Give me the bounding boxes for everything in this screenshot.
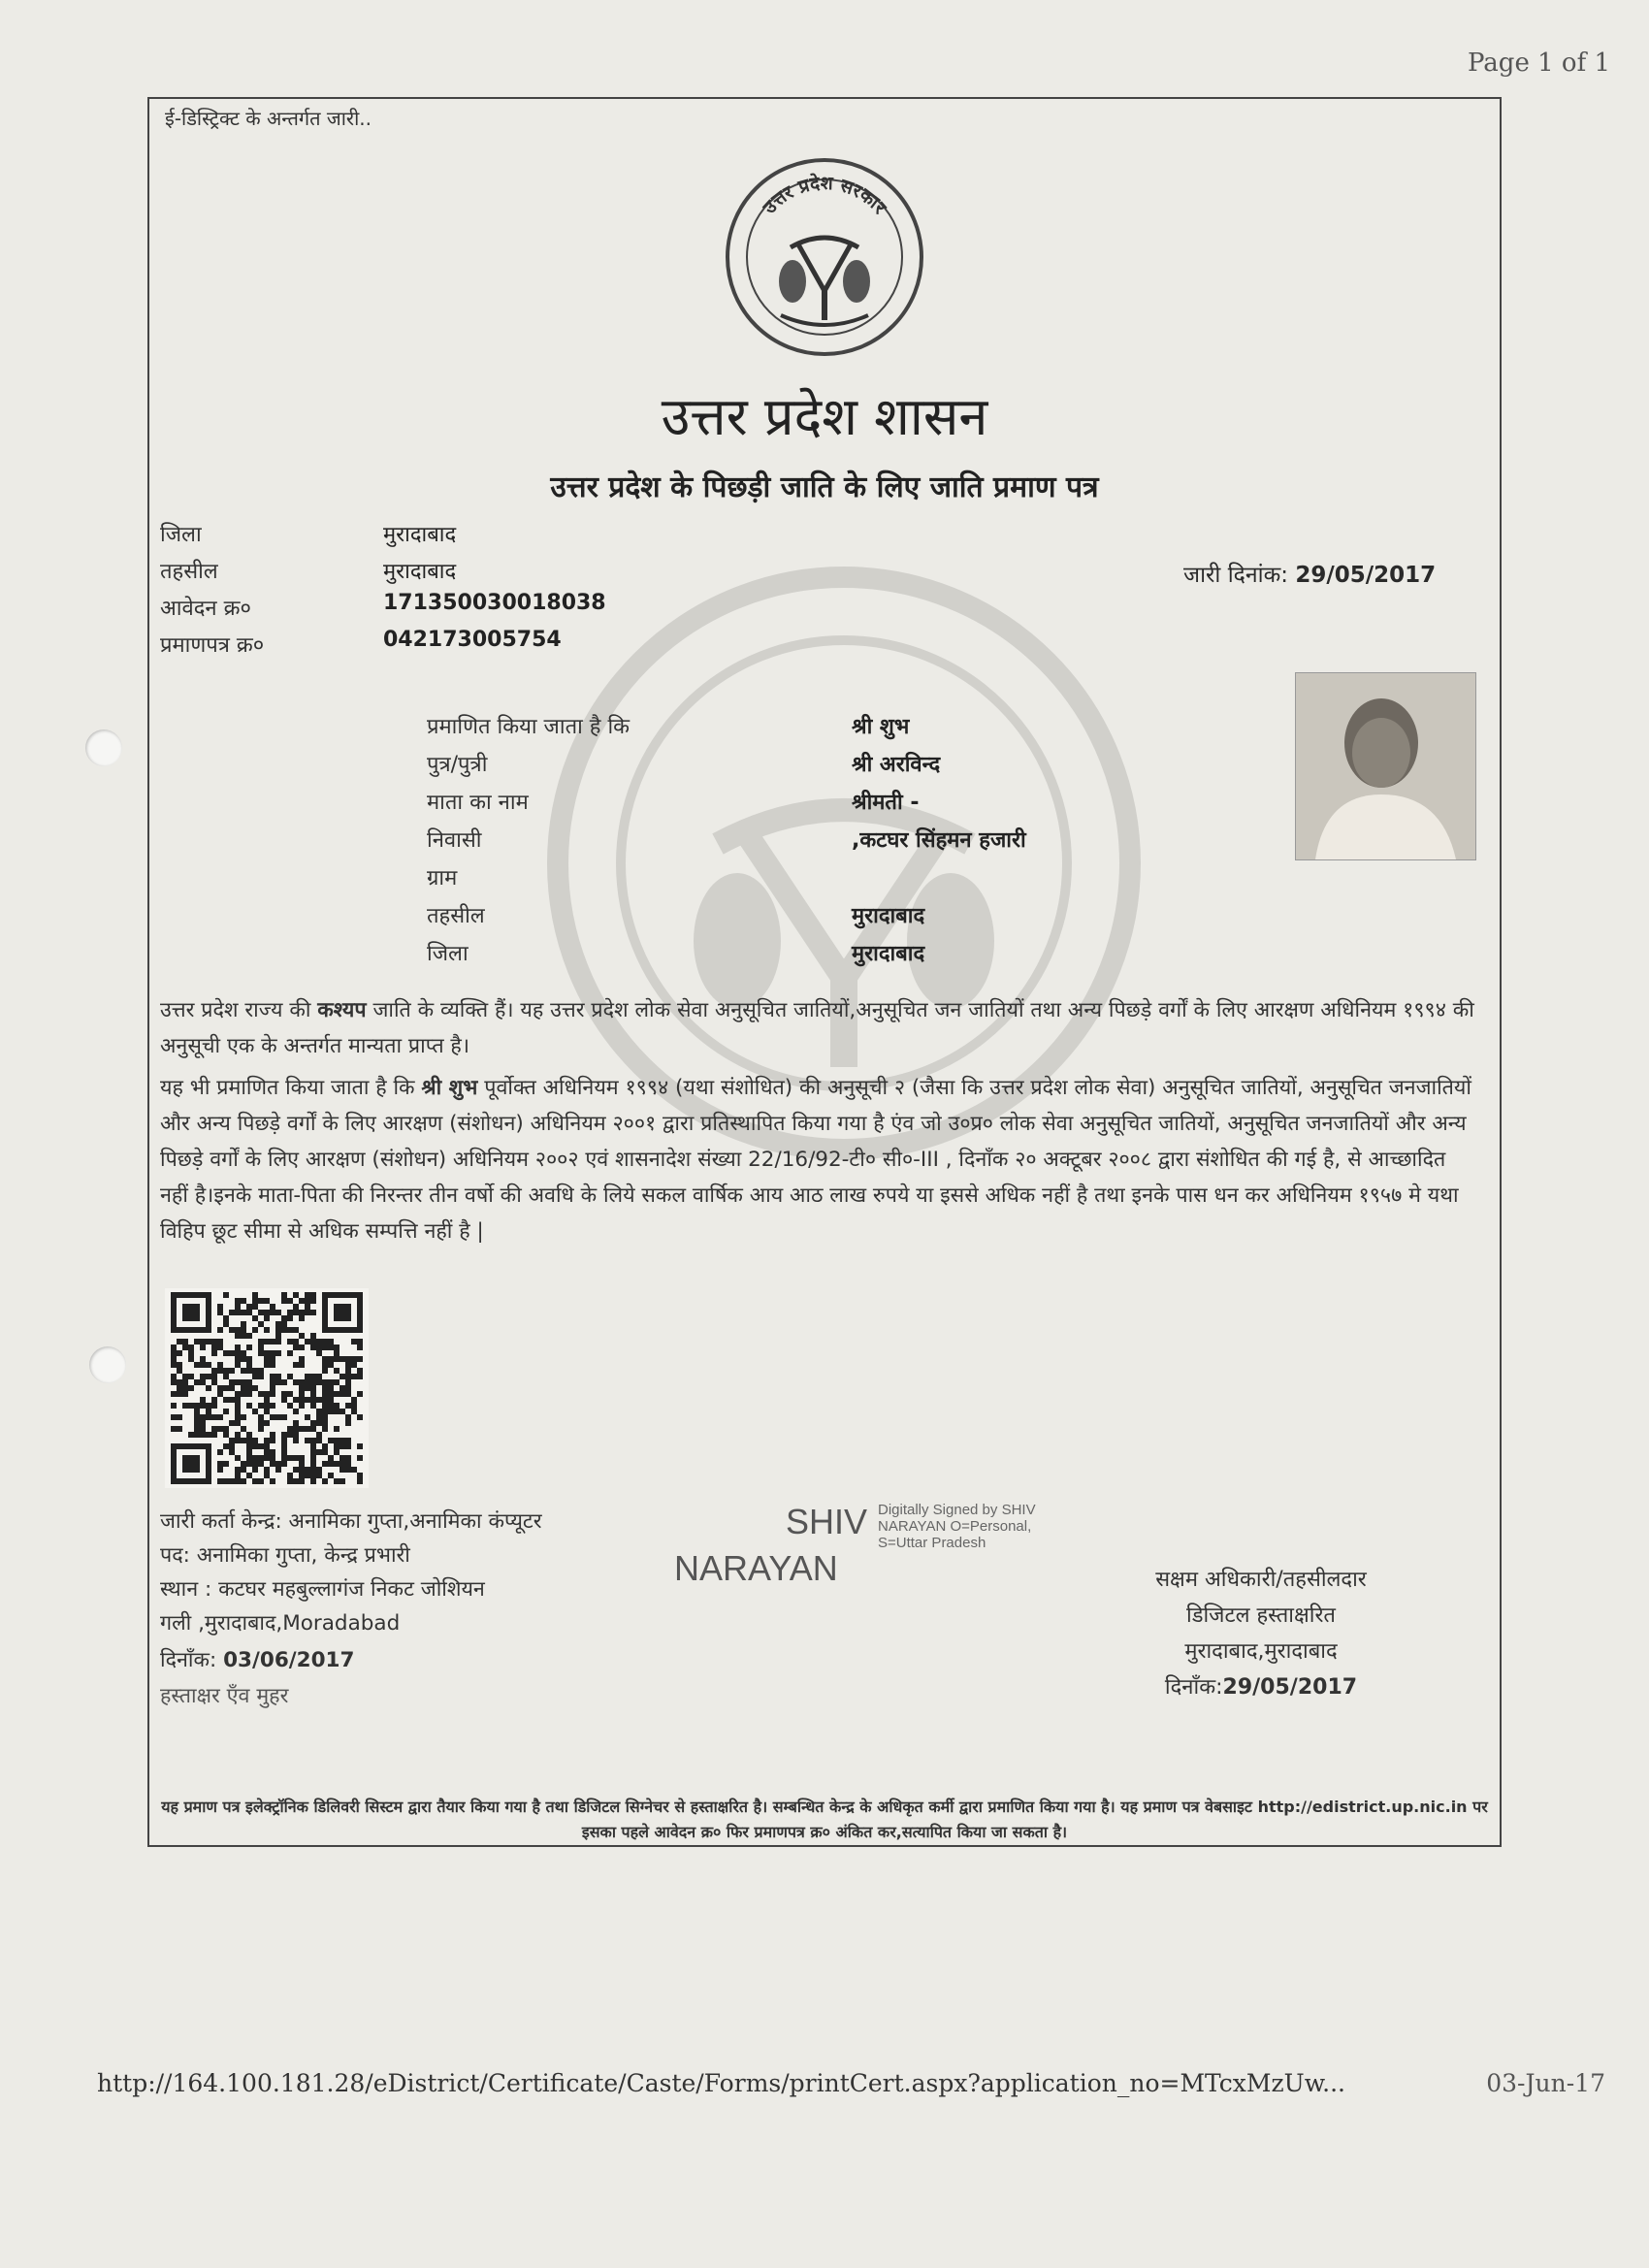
district-value: मुरादाबाद — [852, 942, 925, 966]
person-label: जिला — [427, 942, 469, 966]
signature-line: Digitally Signed by SHIV — [878, 1502, 1036, 1518]
detail-label: आवेदन क्र० — [160, 597, 251, 621]
issuer-date-label: दिनाँक: — [160, 1648, 217, 1672]
officer-signed: डिजिटल हस्ताक्षरित — [1186, 1604, 1336, 1628]
detail-value: मुरादाबाद — [383, 523, 457, 547]
father-name: श्री अरविन्द — [852, 753, 941, 777]
person-label: निवासी — [427, 828, 482, 853]
issuer-place: स्थान : कटघर महबुल्लागंज निकट जोशियन — [160, 1577, 485, 1602]
person-label: पुत्र/पुत्री — [427, 753, 488, 777]
para1-prefix: उत्तर प्रदेश राज्य की — [160, 998, 318, 1022]
para2-prefix: यह भी प्रमाणित किया जाता है कि — [160, 1076, 422, 1100]
print-date: 03-Jun-17 — [1486, 2069, 1605, 2097]
state-emblem — [723, 155, 926, 359]
person-label: प्रमाणित किया जाता है कि — [427, 715, 630, 739]
applicant-name: श्री शुभ — [852, 715, 910, 739]
officer-title: सक्षम अधिकारी/तहसीलदार — [1155, 1568, 1367, 1592]
caste-name: कश्यप — [317, 998, 367, 1022]
resident-value: ,कटघर सिंहमन हजारी — [852, 828, 1026, 853]
detail-label: तहसील — [160, 560, 218, 584]
officer-date-label: दिनाँक: — [1164, 1675, 1223, 1700]
header-note: ई-डिस्ट्रिक्ट के अन्तर्गत जारी.. — [165, 107, 372, 130]
para2-name: श्री शुभ — [421, 1076, 478, 1100]
issuer-date — [160, 1645, 354, 1673]
issuer-date-value: 03/06/2017 — [223, 1648, 355, 1672]
certificate-number: 042173005754 — [383, 628, 562, 652]
issuer-street: गली ,मुरादाबाद,Moradabad — [160, 1611, 401, 1636]
applicant-photo — [1295, 672, 1476, 860]
signature-name-1: SHIV — [786, 1502, 868, 1541]
detail-value: मुरादाबाद — [383, 560, 457, 584]
signature-name-2: NARAYAN — [674, 1548, 838, 1588]
print-url: http://164.100.181.28/eDistrict/Certificate/Caste/Forms/printCert.aspx?application_no=MTcxMzUw... — [97, 2069, 1345, 2097]
svg-text:उत्तर प्रदेश सरकार — [759, 172, 891, 219]
para2-suffix: पूर्वोक्त अधिनियम १९९४ (यथा संशोधित) की अनुसूची २ (जैसा कि उत्तर प्रदेश लोक सेवा) अनुसूचित जातियों, अनुसूचित जनजातियों और अन्य पिछड़े वर्गों के लिए आरक्षण (संशोधन) अधिनियम २००१ द्वारा प्रतिस्थापित किया गया है एंव जो उ०प्र० लोक सेवा अनुसूचित जातियों, अनुसूचित जनजातियों और अन्य पिछड़े वर्गों के लिए आरक्षण (संशोधन) अधिनियम २००२ एवं शासनादेश संख्या 22/16/92-टी० सी०-III , दिनाँक २० अक्टूबर २००८ द्वारा संशोधित की गई है, से आच्छादित नहीं है।इनके माता-पिता की निरन्तर तीन वर्षो की अवधि के लिये सकल वार्षिक आय आठ लाख रुपये या इससे अधिक नहीं है तथा इनके पास धन कर अधिनियम १९५७ मे यथा विहिप छूट सीमा से अधिक सम्पत्ति नहीं है | — [160, 1076, 1471, 1244]
person-label: माता का नाम — [427, 791, 529, 815]
issue-date-label: जारी दिनांक: — [1183, 563, 1289, 588]
issuer-center: जारी कर्ता केन्द्र: अनामिका गुप्ता,अनामिका कंप्यूटर — [160, 1509, 542, 1534]
signature-details — [878, 1502, 1036, 1551]
application-number: 171350030018038 — [383, 591, 606, 615]
person-label: तहसील — [427, 904, 485, 928]
officer-date — [1067, 1671, 1455, 1701]
mother-name: श्रीमती - — [852, 791, 920, 815]
document-subtitle: उत्तर प्रदेश के पिछड़ी जाति के लिए जाति प्रमाण पत्र — [550, 470, 1099, 504]
emblem-text: उत्तर प्रदेश सरकार — [759, 172, 890, 218]
creamy-layer-paragraph — [160, 1070, 1479, 1249]
qr-code — [165, 1288, 369, 1488]
officer-place: मुरादाबाद,मुरादाबाद — [1184, 1639, 1338, 1664]
para1-suffix: जाति के व्यक्ति हैं। यह उत्तर प्रदेश लोक सेवा अनुसूचित जातियों,अनुसूचित जन जातियों तथा अन्य पिछड़े वर्गों के लिए आरक्षण अधिनियम १९९४ की अनुसूची एक के अन्तर्गत मान्यता प्राप्त है। — [160, 998, 1474, 1058]
issuer-post: पद: अनामिका गुप्ता, केन्द्र प्रभारी — [160, 1543, 410, 1568]
signature-line: NARAYAN O=Personal, — [878, 1518, 1032, 1535]
detail-label: जिला — [160, 523, 202, 547]
binder-hole — [89, 1346, 126, 1383]
issue-date — [1183, 558, 1436, 589]
detail-label: प्रमाणपत्र क्र० — [160, 633, 265, 658]
issue-date-value: 29/05/2017 — [1295, 563, 1437, 588]
person-label: ग्राम — [427, 866, 458, 891]
verification-note: यह प्रमाण पत्र इलेक्ट्रॉनिक डिलिवरी सिस्टम द्वारा तैयार किया गया है तथा डिजिटल सिग्नेचर से हस्ताक्षरित है। सम्बन्धित केन्द्र के अधिकृत कर्मी द्वारा प्रमाणित किया गया है। यह प्रमाण पत्र वेबसाइट http://edistrict.up.nic.in पर इसका पहले आवेदन क्र० फिर प्रमाणपत्र क्र० अंकित कर,सत्यापित किया जा सकता है। — [161, 1798, 1488, 1841]
binder-hole — [85, 729, 122, 766]
issuer-sign: हस्ताक्षर एँव मुहर — [160, 1684, 289, 1708]
caste-paragraph — [160, 992, 1479, 1064]
officer-date-value: 29/05/2017 — [1222, 1675, 1358, 1700]
page-number: Page 1 of 1 — [1467, 49, 1610, 78]
tehsil-value: मुरादाबाद — [852, 904, 925, 928]
document-title: उत्तर प्रदेश शासन — [661, 386, 988, 447]
signature-line: S=Uttar Pradesh — [878, 1535, 986, 1551]
